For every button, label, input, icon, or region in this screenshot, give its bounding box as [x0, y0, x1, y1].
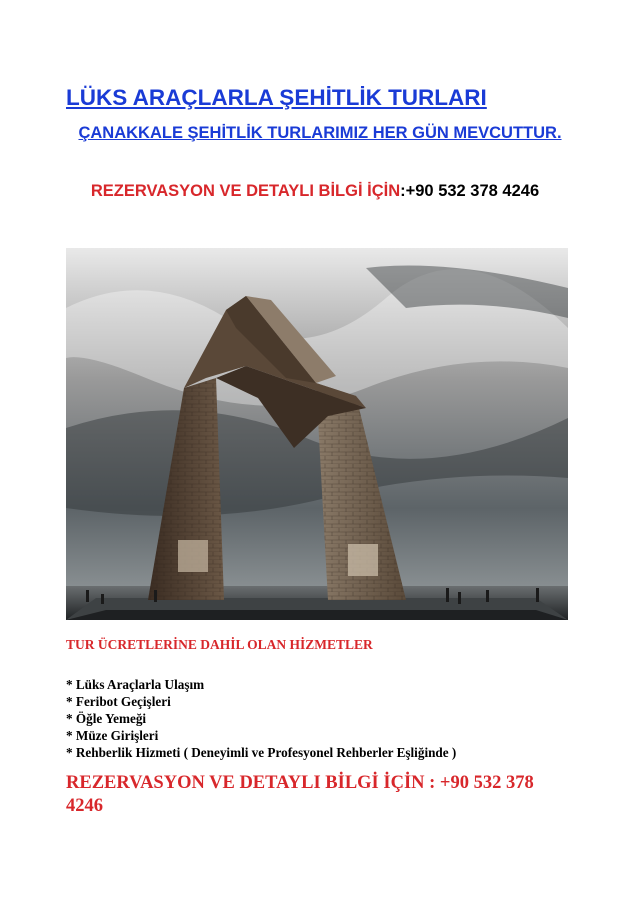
- relief-left: [178, 540, 208, 572]
- memorial-photo: [66, 248, 568, 620]
- footer-reservation: REZERVASYON VE DETAYLI BİLGİ İÇİN : +90 532 378 4246: [66, 773, 534, 816]
- list-item: * Rehberlik Hizmeti ( Deneyimli ve Profesyonel Rehberler Eşliğinde ): [66, 745, 457, 760]
- reservation-info: [60, 180, 570, 202]
- list-item: * Müze Girişleri: [66, 728, 159, 743]
- services-title: TUR ÜCRETLERİNE DAHİL OLAN HİZMETLER: [66, 637, 373, 652]
- list-item: * Feribot Geçişleri: [66, 694, 171, 709]
- list-item: * Lüks Araçlarla Ulaşım: [66, 677, 205, 692]
- services-list: [66, 676, 456, 761]
- list-item: * Öğle Yemeği: [66, 711, 147, 726]
- reservation-label: REZERVASYON VE DETAYLI BİLGİ İÇİN: [90, 182, 401, 200]
- page-subtitle[interactable]: ÇANAKKALE ŞEHİTLİK TURLARIMIZ HER GÜN MEVCUTTUR.: [78, 124, 562, 142]
- page-title[interactable]: LÜKS ARAÇLARLA ŞEHİTLİK TURLARI: [66, 85, 487, 110]
- reservation-phone: :+90 532 378 4246: [400, 182, 540, 200]
- relief-right: [348, 544, 378, 576]
